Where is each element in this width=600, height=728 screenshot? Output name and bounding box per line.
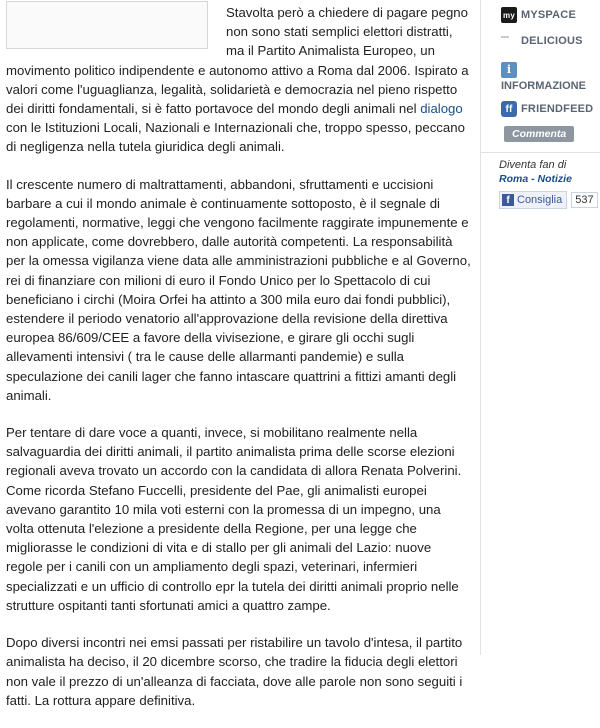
share-delicious-label: DELICIOUS <box>521 35 583 47</box>
paragraph-4: Dopo diversi incontri nei emsi passati per ristabilire un tavolo d'intesa, il partito animalista ha deciso, il 20 dicembre scorso, che tradire la fiducia degli elettori non vale il prezzo di un'alleanza di facciata, dove alle parole non sono seguiti i fatti. La rottura appare definitiva. <box>6 635 463 708</box>
fan-title: Diventa fan di <box>499 159 567 171</box>
paragraph-1-end: con le Istituzioni Locali, Nazionali e Internazionali che, troppo spesso, peccano di negligenza nella tutela giuridica degli animali. <box>6 120 465 155</box>
comment-button[interactable]: Commenta <box>504 126 574 142</box>
friendfeed-icon: ff <box>501 101 517 117</box>
paragraph-2: Il crescente numero di maltrattamenti, abbandoni, sfruttamenti e uccisioni barbare a cui il mondo animale è continuamente sottoposto, è il segnale di regolamenti, normative, leggi che vengono facilmente raggirate impunemente e non applicate, come dovrebbero, dalle autorità competenti. La responsabilità per la omessa vigilanza viene data alle amministrazioni pubbliche e al Governo, rei di finanziare con milioni di euro il Fondo Unico per lo Spettacolo di cui beneficiano i circhi (Moira Orfei ha attinto a 300 mila euro dai fondi pubblici), estendere il periodo venatorio all'approvazione della revisione della direttiva europea 86/609/CEE a favore della vivisezione, e girare gli occhi sugli allevamenti intensivi ( tra le cause delle allarmanti pandemie) e sulla speculazione dei canili lager che fanno intascare quattrini a fittizi amanti degli animali. <box>6 176 471 403</box>
share-friendfeed-label: FRIENDFEED <box>521 103 594 115</box>
like-button-label: Consiglia <box>517 194 563 206</box>
delicious-icon <box>501 33 517 49</box>
info-icon: i <box>501 62 517 78</box>
like-button[interactable] <box>499 191 567 209</box>
article-image-placeholder <box>6 1 208 49</box>
paragraph-3: Per tentare di dare voce a quanti, invece, si mobilitano realmente nella salvaguardia dei diritti animali, il partito animalista prima delle scorse elezioni regionali aveva trovato un accordo con la candidata di allora Renata Polverini. Come ricorda Stefano Fuccelli, presidente del Pae, gli animalisti europei avevano garantito 10 mila voti esterni con la promessa di un impegno, una volta ottenuta l'elezione a presidente della Regione, per una legge che migliorasse le condizioni di vita e di stallo per gli animali del Lazio: nuove regole per i canili con un ampliamento degli spazi, veterinari, infermieri specializzati e un ufficio di controllo epr la tutela dei diritti animali proprio nelle strutture ospitanti tanti sfortunati amici a quattro zampe. <box>6 425 462 613</box>
fan-page-link[interactable]: Roma - Notizie <box>499 173 572 185</box>
facebook-icon: f <box>502 194 514 206</box>
like-row <box>499 191 600 209</box>
share-friendfeed[interactable] <box>481 96 600 122</box>
share-informazione-label: INFORMAZIONE <box>501 80 586 92</box>
paragraph-1 <box>6 0 471 157</box>
share-delicious[interactable] <box>481 28 600 54</box>
facebook-fan-box <box>481 152 600 209</box>
article-body <box>6 0 471 728</box>
like-count: 537 <box>571 192 597 208</box>
share-informazione[interactable] <box>481 60 600 92</box>
paragraph-1-text: Stavolta però a chiedere di pagare pegno non sono stati semplici elettori distratti, ma il Partito Animalista Europeo, un movimento politico indipendente e autonomo attivo a Roma dal 2006. Ispirato a valori come l'uguaglianza, legalità, solidarietà e democrazia nel pieno rispetto dei diritti fondamentali, si è fatto portavoce del mondo degli animali nel <box>6 5 469 117</box>
share-myspace-label: MYSPACE <box>521 9 576 21</box>
share-sidebar <box>480 0 600 655</box>
myspace-icon: my <box>501 7 517 23</box>
share-myspace[interactable] <box>481 2 600 28</box>
dialogo-link[interactable]: dialogo <box>420 101 463 117</box>
